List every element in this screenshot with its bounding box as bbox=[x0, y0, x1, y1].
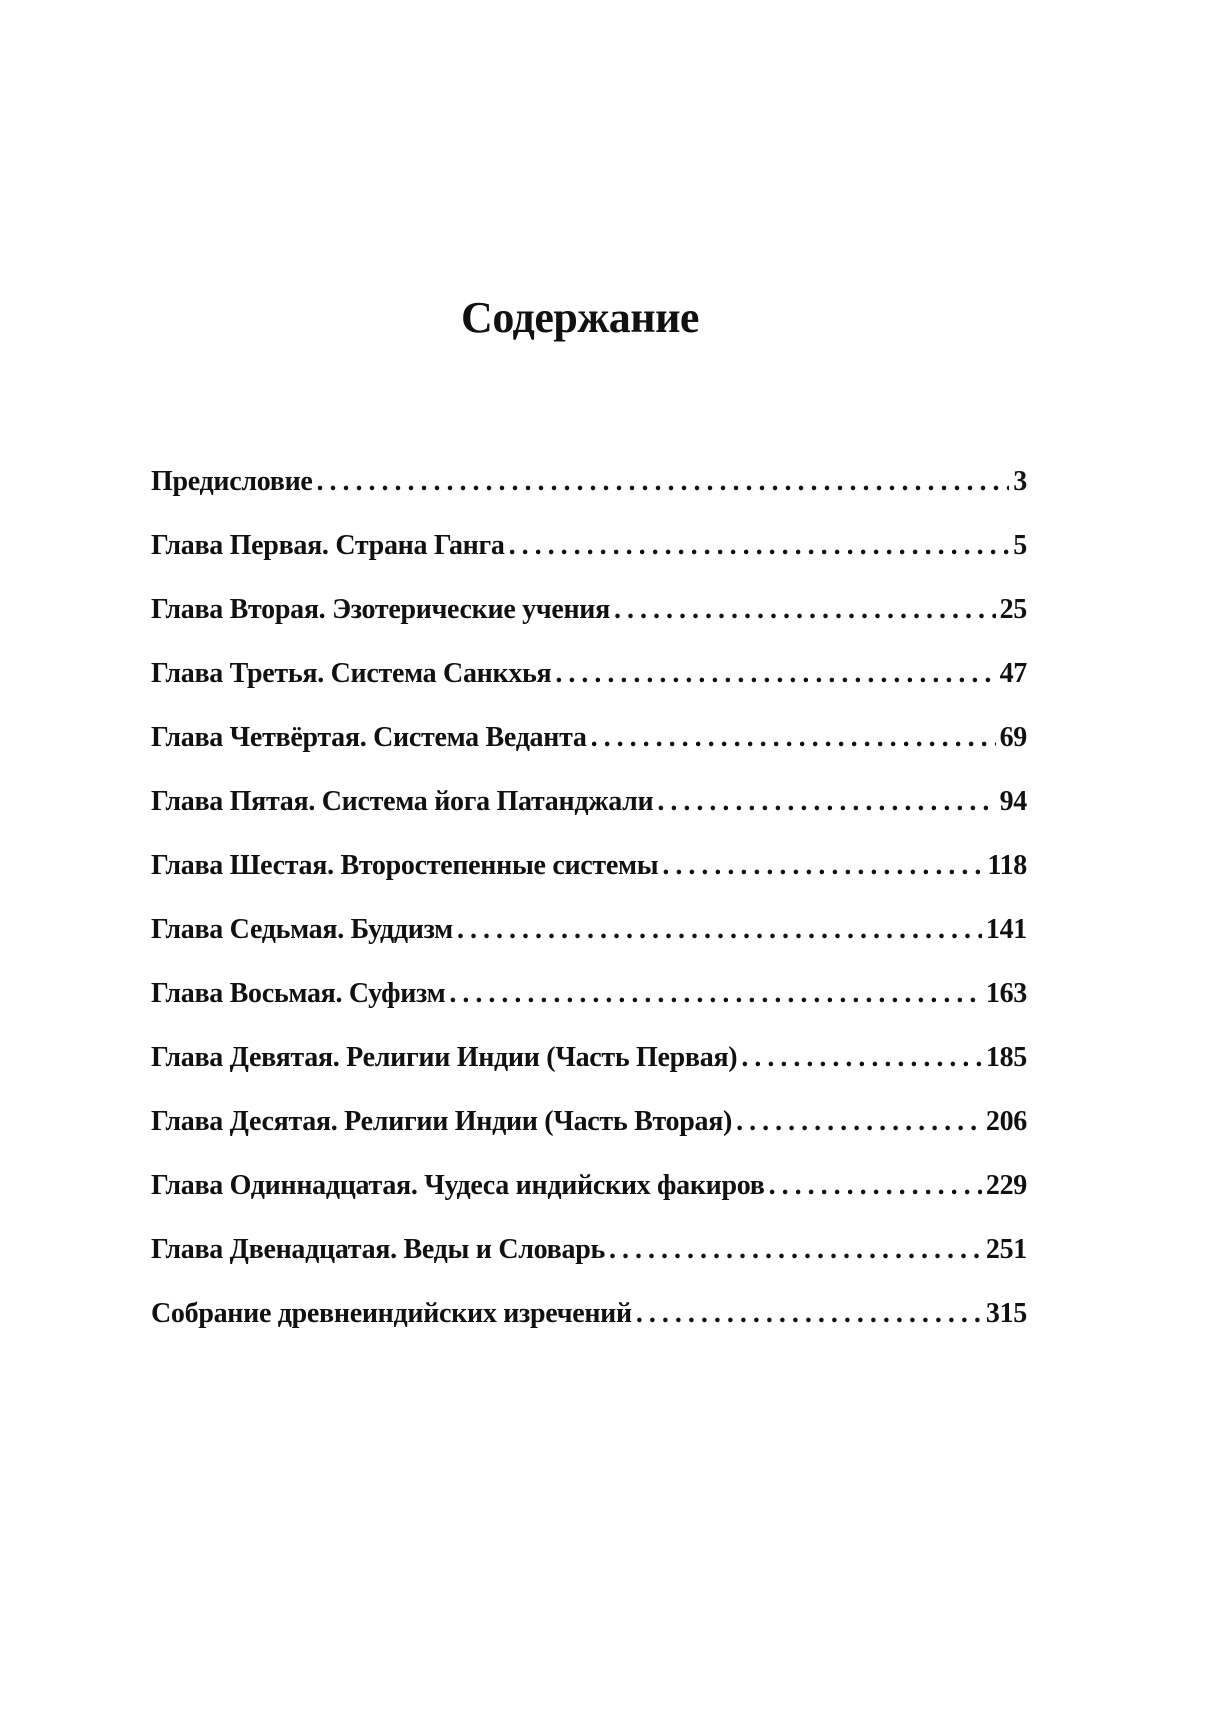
toc-entry-label: Глава Восьмая. Суфизм bbox=[151, 978, 446, 1009]
dot-leader bbox=[449, 978, 982, 1010]
toc-entry-page: 206 bbox=[985, 1106, 1027, 1137]
dot-leader bbox=[591, 722, 996, 754]
toc-entry bbox=[151, 1170, 1027, 1234]
toc-entry-page: 69 bbox=[999, 722, 1027, 753]
toc-entry bbox=[151, 914, 1027, 978]
dot-leader bbox=[509, 530, 1010, 562]
toc-entry-label: Глава Девятая. Религии Индии (Часть Первая) bbox=[151, 1042, 738, 1073]
dot-leader bbox=[636, 1298, 982, 1330]
toc-entry bbox=[151, 1042, 1027, 1106]
toc-entry-page: 315 bbox=[985, 1298, 1027, 1329]
toc-entry bbox=[151, 850, 1027, 914]
toc-entry-page: 229 bbox=[985, 1170, 1027, 1201]
table-of-contents bbox=[151, 466, 1027, 1362]
dot-leader bbox=[741, 1042, 982, 1074]
page-title: Содержание bbox=[461, 293, 699, 342]
toc-entry-page: 185 bbox=[985, 1042, 1027, 1073]
dot-leader bbox=[614, 594, 996, 626]
dot-leader bbox=[609, 1234, 982, 1266]
toc-entry bbox=[151, 1106, 1027, 1170]
toc-entry bbox=[151, 786, 1027, 850]
dot-leader bbox=[736, 1106, 982, 1138]
toc-entry bbox=[151, 1298, 1027, 1362]
dot-leader bbox=[457, 914, 982, 946]
dot-leader bbox=[657, 786, 995, 818]
dot-leader bbox=[555, 658, 995, 690]
toc-entry bbox=[151, 594, 1027, 658]
toc-entry bbox=[151, 530, 1027, 594]
toc-entry-page: 25 bbox=[999, 594, 1027, 625]
toc-entry bbox=[151, 722, 1027, 786]
toc-entry bbox=[151, 978, 1027, 1042]
dot-leader bbox=[769, 1170, 982, 1202]
toc-entry-page: 118 bbox=[987, 850, 1027, 881]
toc-entry-page: 47 bbox=[999, 658, 1027, 689]
toc-entry-label: Глава Пятая. Система йога Патанджали bbox=[151, 786, 654, 817]
toc-entry-page: 251 bbox=[985, 1234, 1027, 1265]
dot-leader bbox=[662, 850, 983, 882]
toc-entry-page: 141 bbox=[985, 914, 1027, 945]
toc-entry-label: Глава Четвёртая. Система Веданта bbox=[151, 722, 587, 753]
toc-entry-page: 3 bbox=[1013, 466, 1027, 497]
toc-entry-label: Глава Первая. Страна Ганга bbox=[151, 530, 505, 561]
toc-entry-label: Глава Шестая. Второстепенные системы bbox=[151, 850, 659, 881]
toc-entry-label: Собрание древнеиндийских изречений bbox=[151, 1298, 632, 1329]
toc-entry-label: Глава Вторая. Эзотерические учения bbox=[151, 594, 610, 625]
dot-leader bbox=[317, 466, 1010, 498]
toc-entry bbox=[151, 658, 1027, 722]
toc-entry-label: Глава Одиннадцатая. Чудеса индийских факиров bbox=[151, 1170, 765, 1201]
toc-entry-label: Предисловие bbox=[151, 466, 313, 497]
toc-entry-label: Глава Седьмая. Буддизм bbox=[151, 914, 453, 945]
toc-entry-page: 94 bbox=[999, 786, 1027, 817]
toc-entry-page: 5 bbox=[1013, 530, 1027, 561]
toc-entry-label: Глава Двенадцатая. Веды и Словарь bbox=[151, 1234, 605, 1265]
toc-entry-label: Глава Третья. Система Санкхья bbox=[151, 658, 552, 689]
toc-entry-label: Глава Десятая. Религии Индии (Часть Вторая) bbox=[151, 1106, 733, 1137]
toc-entry bbox=[151, 1234, 1027, 1298]
toc-entry bbox=[151, 466, 1027, 530]
toc-entry-page: 163 bbox=[985, 978, 1027, 1009]
